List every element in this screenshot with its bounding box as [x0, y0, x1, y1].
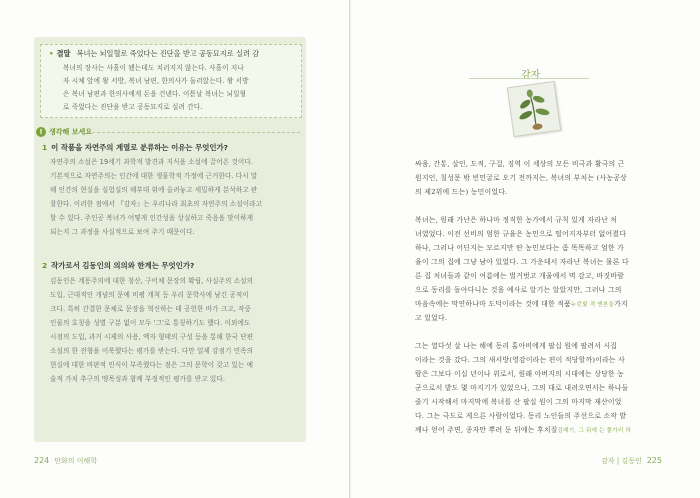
body-line: 의 제2위에 드는) 농민이었다.	[415, 188, 508, 196]
title-rule	[469, 78, 589, 79]
body-line: 그는 열다섯 살 나는 해에 동리 홀아비에게 팔십 원에 팔려서 시집	[415, 342, 618, 350]
answer-line: 시점의 도입, 과거 시제의 사용, 액자 형태의 구성 등을 통해 한국 단편	[50, 333, 254, 341]
bullet-icon: •	[49, 49, 54, 58]
question-number: 2	[42, 261, 48, 270]
body-text: 가지	[614, 300, 628, 308]
answer-line: 인물의 호칭을 성별 구분 없이 모두 '그'로 통칭하기도 했다. 이외에도	[50, 319, 251, 327]
question-1	[42, 142, 228, 153]
body-line: 녀였었다. 이전 선비의 엄한 규율은 농민으로 떨어지자부터 없어졌다	[415, 230, 627, 238]
body-line: 람은 그보다 이십 년이나 위로서, 원래 아버지의 시대에는 상당한 농	[415, 370, 625, 378]
think-about-text: 생각해 보세요	[49, 128, 93, 136]
answer-line: 자연주의 소설은 19세기 과학적 발견과 지식을 소설에 끌어온 것이다.	[50, 158, 254, 166]
summary-line: 자 시체 앞에 왕 서방, 복녀 남편, 한의사가 둘러앉는다. 왕 서방	[63, 77, 249, 85]
summary-heading	[49, 49, 259, 59]
left-folio	[34, 456, 97, 466]
body-line: 이라는 것을 갔다. 그의 새서방(영감이라는 편이 적당할까)이라는 사	[415, 356, 626, 364]
left-page	[0, 0, 349, 498]
body-line: 고 있었다.	[415, 314, 448, 322]
answer-line: 기본적으로 자연주의는 인간에 대한 생물학적 가정에 근거한다. 다시 말	[50, 172, 258, 180]
ending-summary-box	[40, 44, 302, 118]
body-line: 원지인, 칠성문 밖 빈민굴로 오기 전까지는, 복녀의 부처는 (사농공상	[415, 174, 627, 182]
answer-line: 김동인은 계몽주의에 대한 청산, 구어체 문장의 확립, 사실주의 소설의	[50, 277, 254, 285]
body-line: 다. 그는 극도로 게으른 사람이었다. 동리 노인들의 주선으로 소작 밭	[415, 412, 627, 420]
answer-line: 찰한다. 이러한 점에서 『감자』는 우리나라 최초의 자연주의 소설이라고	[50, 200, 263, 208]
answer-line: 술적 가치 추구의 맹목성과 함께 부정적인 평가를 받고 있다.	[50, 375, 226, 383]
body-text: 마음속에는 막연하나마 도덕이라는 것에 대한 적품	[415, 300, 571, 308]
summary-line: 은 복녀 남편과 한의사에게 돈을 건넨다. 이튿날 복녀는 뇌일혈	[63, 90, 247, 98]
question-text: 이 작품을 자연주의 계열로 분류하는 이유는 무엇인가?	[51, 143, 228, 152]
question-2	[42, 260, 194, 271]
body-line: 하나, 그러나 어딘지는 모르지만 딴 농민보다는 좀 똑똑하고 엄한 가	[415, 244, 625, 252]
potato-plant-illustration	[507, 81, 561, 137]
answer-line: 되는지 그 과정을 사실적으로 보여 주기 때문이다.	[50, 228, 195, 236]
plant-sketch-icon	[508, 82, 560, 136]
answer-line: 크다. 특히 간결한 문체로 문장을 혁신하는 데 공헌한 바가 크고, 작중	[50, 305, 252, 313]
exclamation-icon: !	[36, 127, 46, 137]
answer-line: 현실에 대한 비판적 인식이 부족했다는 점은 그의 문학이 갖고 있는 예	[50, 361, 254, 369]
page-number: 224	[34, 456, 50, 465]
story-title: 감자	[521, 70, 541, 81]
right-folio	[601, 456, 662, 466]
question-text: 작가로서 김동인의 의의와 한계는 무엇인가?	[51, 261, 195, 270]
dashed-divider	[82, 132, 300, 133]
answer-line: 소설의 한 전형을 이룩했다는 평가를 받는다. 다만 일제 강점기 민족의	[50, 347, 254, 355]
answer-line: 도입, 근대적인 개념의 문예 비평 개척 등 우리 문학사에 남긴 공적이	[50, 291, 249, 299]
body-line: 군으로서 밭도 몇 마지기가 있었으나, 그의 대로 내려오면서는 하나둘	[415, 384, 629, 392]
body-line-with-note	[415, 424, 631, 434]
body-line: 른 집 처녀들과 같이 여름에는 벌거벗고 개울에서 멱 감고, 바짓바람	[415, 272, 625, 280]
gloss-note: 김매기, 그 뒤에 는 풀가리 하	[557, 428, 632, 434]
body-text: 께나 얻어 주면, 종자만 뿌려 둔 뒤에는 후치질	[415, 426, 558, 434]
body-line: 줄기 시작해서 마지막에 복녀를 산 팔십 원이 그의 마지막 재산이었	[415, 398, 622, 406]
answer-line: 할 수 있다. 주인공 복녀가 어떻게 인간성을 상실하고 죽음을 맞이하게	[50, 214, 254, 222]
body-line-with-note	[415, 298, 628, 308]
body-line: 복녀는, 원래 가난은 하나마 정직한 농가에서 규칙 있게 자라난 처	[415, 216, 618, 224]
summary-line: 로 죽었다는 진단을 받고 공동묘지로 실려 간다.	[63, 103, 203, 111]
body-line: 싸움, 간통, 살인, 도적, 구걸, 징역 이 세상의 모든 비극과 활극의 근	[415, 160, 625, 168]
page-number: 225	[646, 456, 662, 465]
question-number: 1	[42, 143, 48, 152]
gloss-note: 누런빛 적 엔본을	[570, 302, 615, 308]
summary-title: 복녀는 뇌일혈로 죽었다는 진단을 받고 공동묘지로 실려 감	[76, 49, 260, 58]
body-line: 율이 그의 집에 그냥 남아 있었다. 그 가운데서 자라난 복녀는 물론 다	[415, 258, 629, 266]
running-title: 감자 | 김동인	[601, 457, 642, 465]
body-line: 으로 동리를 돌아다니는 것을 예사로 알기는 알았지만, 그러나 그의	[415, 286, 622, 294]
answer-line: 해 인간의 현실을 실험실의 해부대 위에 올려놓고 세밀하게 분석하고 관	[50, 186, 258, 194]
summary-tag: 결말	[56, 49, 71, 58]
right-page	[351, 0, 700, 498]
summary-line: 복녀의 장사는 사흘이 됐는데도 치러지지 않는다. 사흘이 지나	[63, 64, 244, 72]
running-title: 만화의 이해학	[54, 457, 98, 465]
